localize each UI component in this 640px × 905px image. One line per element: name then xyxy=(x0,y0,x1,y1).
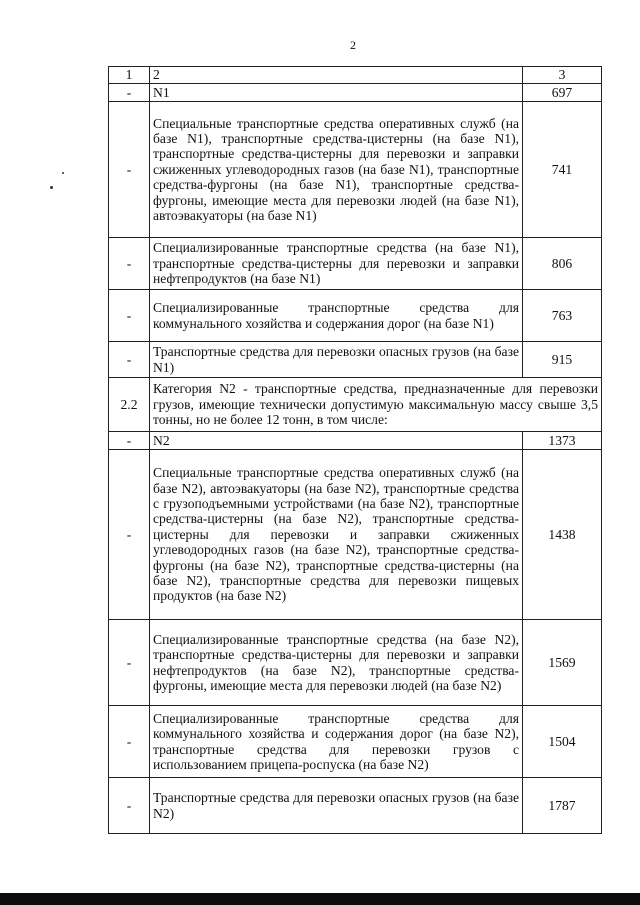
row-description: Специализированные транспортные средства (на базе N2), транспортные средства-цистерны для перевозки и заправки нефтепродуктов (на базе N2), транспортные средства-фургоны, имеющие места для перевозки людей (на базе N2) xyxy=(150,620,523,706)
table-row xyxy=(109,450,602,620)
row-value: 1504 xyxy=(523,706,602,778)
row-value: 915 xyxy=(523,342,602,378)
table-row xyxy=(109,238,602,290)
row-description: Специализированные транспортные средства для коммунального хозяйства и содержания дорог (на базе N1) xyxy=(150,290,523,342)
row-description: Транспортные средства для перевозки опасных грузов (на базе N2) xyxy=(150,778,523,834)
scan-speck xyxy=(50,186,53,189)
row-number: - xyxy=(109,432,150,450)
table-header-row xyxy=(109,67,602,84)
table-row xyxy=(109,290,602,342)
page-number: 2 xyxy=(350,38,356,52)
table-row xyxy=(109,620,602,706)
row-description: Специальные транспортные средства оперативных служб (на базе N2), автоэвакуаторы (на базе N2), транспортные средства с грузоподъемными устройствами (на базе N2), транспортные средства-цистерны (на базе N2), транспортные средства-цистерны для перевозки и заправки сжиженных углеводородных газов (на базе N2), транспортные средства-фургоны (на базе N2), транспортные средства-цистерны (на базе N2), транспортные средства для перевозки пищевых продуктов (на базе N2) xyxy=(150,450,523,620)
table-row xyxy=(109,378,602,432)
row-number: - xyxy=(109,450,150,620)
table-row xyxy=(109,778,602,834)
row-value: 741 xyxy=(523,102,602,238)
scan-edge-bar xyxy=(0,893,640,905)
table-row xyxy=(109,432,602,450)
row-number: 2.2 xyxy=(109,378,150,432)
header-col-1: 1 xyxy=(109,67,150,84)
row-description: Специальные транспортные средства оперативных служб (на базе N1), транспортные средства-цистерны (на базе N1), транспортные средства-цистерны для перевозки и заправки сжиженных углеводородных газов (на базе N1), транспортные средства-фургоны (на базе N1), транспортные средства-фургоны, имеющие места для перевозки людей (на базе N1), автоэвакуаторы (на базе N1) xyxy=(150,102,523,238)
row-description: N1 xyxy=(150,84,523,102)
table-row xyxy=(109,342,602,378)
row-description: N2 xyxy=(150,432,523,450)
row-value: 1373 xyxy=(523,432,602,450)
header-col-2: 2 xyxy=(150,67,523,84)
row-description: Специализированные транспортные средства (на базе N1), транспортные средства-цистерны для перевозки и заправки нефтепродуктов (на базе N1) xyxy=(150,238,523,290)
header-col-3: 3 xyxy=(523,67,602,84)
row-description: Специализированные транспортные средства для коммунального хозяйства и содержания дорог (на базе N2), транспортные средства для перевозки грузов с использованием прицепа-роспуска (на базе N2) xyxy=(150,706,523,778)
row-number: - xyxy=(109,102,150,238)
row-value: 697 xyxy=(523,84,602,102)
row-value: 806 xyxy=(523,238,602,290)
row-number: - xyxy=(109,778,150,834)
row-value: 1569 xyxy=(523,620,602,706)
table-row xyxy=(109,706,602,778)
row-number: - xyxy=(109,238,150,290)
row-value: 1438 xyxy=(523,450,602,620)
row-description: Категория N2 - транспортные средства, предназначенные для перевозки грузов, имеющие технически допустимую максимальную массу свыше 3,5 тонны, но не более 12 тонн, в том числе: xyxy=(150,378,602,432)
scan-speck xyxy=(62,172,64,174)
data-table xyxy=(108,66,602,834)
row-number: - xyxy=(109,342,150,378)
row-number: - xyxy=(109,620,150,706)
row-description: Транспортные средства для перевозки опасных грузов (на базе N1) xyxy=(150,342,523,378)
row-value: 763 xyxy=(523,290,602,342)
row-value: 1787 xyxy=(523,778,602,834)
row-number: - xyxy=(109,706,150,778)
table-row xyxy=(109,102,602,238)
table-row xyxy=(109,84,602,102)
row-number: - xyxy=(109,84,150,102)
row-number: - xyxy=(109,290,150,342)
